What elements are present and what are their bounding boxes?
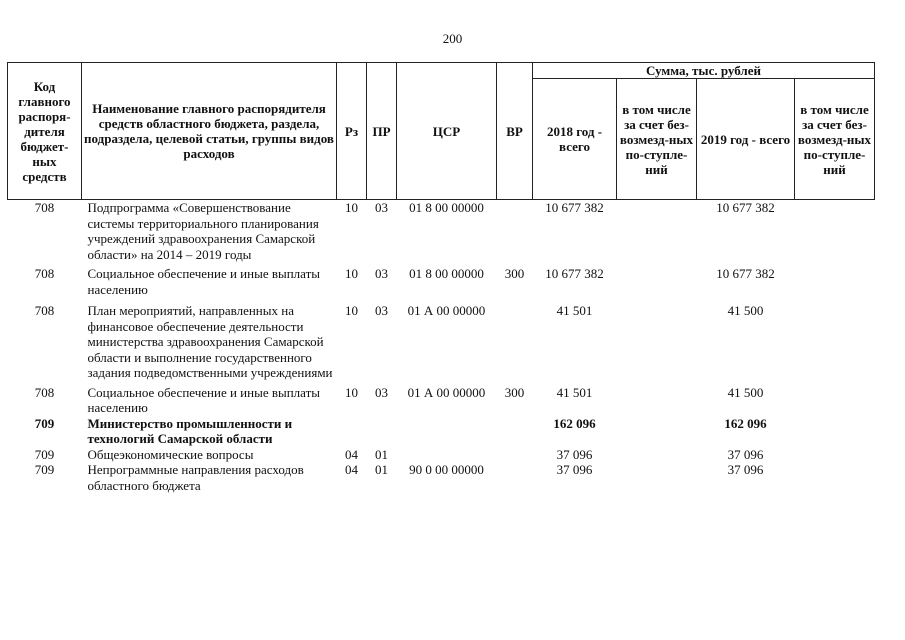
cell-f2018 xyxy=(617,297,697,381)
header-name: Наименование главного распорядителя средств областного бюджета, раздела, подраздела, целевой статьи, группы видов расходов xyxy=(82,63,337,200)
cell-vr: 300 xyxy=(504,384,525,400)
cell-code: 708 xyxy=(34,384,55,400)
cell-csr: 01 А 00 00000 xyxy=(407,303,486,318)
cell-rz: 10 xyxy=(345,384,358,400)
cell-f2018 xyxy=(617,462,697,493)
cell-name: Непрограммные направления расходов областного бюджета xyxy=(87,462,304,493)
cell-s2018: 41 501 xyxy=(556,384,593,400)
table-row xyxy=(8,416,875,447)
cell-s2019: 37 096 xyxy=(727,462,764,477)
cell-name: Министерство промышленности и технологий Самарской области xyxy=(87,415,293,446)
header-sum-group: Сумма, тыс. рублей xyxy=(533,63,875,79)
header-csr: ЦСР xyxy=(397,63,497,200)
cell-pr: 03 xyxy=(375,266,388,281)
cell-pr: 03 xyxy=(375,303,388,318)
header-rz: Рз xyxy=(337,63,367,200)
page-number: 200 xyxy=(442,31,463,46)
cell-f2019 xyxy=(795,200,875,263)
cell-pr: 03 xyxy=(375,384,388,400)
table-header xyxy=(8,63,875,200)
cell-f2018 xyxy=(617,262,697,297)
budget-table xyxy=(7,62,875,493)
cell-name: Подпрограмма «Совершенствование системы территориального планирования учреждений здравоохранения Самарской области» на 2014 – 2019 годы xyxy=(87,200,319,262)
cell-code: 708 xyxy=(34,266,55,281)
cell-f2018 xyxy=(617,447,697,463)
cell-csr: 01 8 00 00000 xyxy=(409,266,484,281)
cell-s2018: 37 096 xyxy=(556,446,593,462)
cell-f2018 xyxy=(617,416,697,447)
cell-f2019 xyxy=(795,462,875,493)
cell-name: Социальное обеспечение и иные выплаты населению xyxy=(87,266,321,297)
cell-csr: 01 А 00 00000 xyxy=(407,384,486,400)
cell-s2019: 10 677 382 xyxy=(716,200,775,215)
cell-vr xyxy=(497,416,533,447)
cell-s2019: 10 677 382 xyxy=(716,266,775,281)
header-2019-total: 2019 год - всего xyxy=(697,79,795,200)
cell-s2018: 41 501 xyxy=(556,303,593,318)
cell-vr xyxy=(497,200,533,263)
cell-f2019 xyxy=(795,447,875,463)
cell-vr xyxy=(497,297,533,381)
cell-name: Социальное обеспечение и иные выплаты населению xyxy=(87,384,321,415)
cell-pr xyxy=(367,416,397,447)
cell-rz: 04 xyxy=(345,462,358,477)
cell-csr: 01 8 00 00000 xyxy=(409,200,484,215)
cell-vr xyxy=(497,462,533,493)
cell-name: Общеэкономические вопросы xyxy=(87,446,254,462)
table-body xyxy=(8,200,875,494)
cell-s2018: 162 096 xyxy=(553,415,596,431)
cell-code: 709 xyxy=(34,446,55,462)
table-row xyxy=(8,447,875,463)
cell-s2019: 162 096 xyxy=(724,415,767,431)
cell-f2018 xyxy=(617,381,697,416)
cell-f2019 xyxy=(795,297,875,381)
header-pr: ПР xyxy=(367,63,397,200)
cell-f2019 xyxy=(795,262,875,297)
header-2018-total: 2018 год - всего xyxy=(533,79,617,200)
cell-code: 708 xyxy=(34,200,55,215)
cell-code: 708 xyxy=(34,303,55,318)
header-vr: ВР xyxy=(497,63,533,200)
cell-rz: 10 xyxy=(345,266,358,281)
cell-f2019 xyxy=(795,416,875,447)
cell-rz: 04 xyxy=(345,446,358,462)
cell-csr: 90 0 00 00000 xyxy=(409,462,484,477)
cell-code: 709 xyxy=(34,415,55,431)
header-code: Код главного распоря-дителя бюджет-ных средств xyxy=(8,63,82,200)
cell-csr xyxy=(397,447,497,463)
cell-f2018 xyxy=(617,200,697,263)
cell-s2018: 37 096 xyxy=(556,462,593,477)
cell-s2019: 37 096 xyxy=(727,446,764,462)
header-2019-free: в том числе за счет без-возмезд-ных по-ступле-ний xyxy=(795,79,875,200)
cell-s2018: 10 677 382 xyxy=(545,200,604,215)
cell-code: 709 xyxy=(34,462,55,477)
cell-s2018: 10 677 382 xyxy=(545,266,604,281)
cell-s2019: 41 500 xyxy=(727,384,764,400)
cell-vr xyxy=(497,447,533,463)
cell-f2019 xyxy=(795,381,875,416)
table-row xyxy=(8,381,875,416)
table-row xyxy=(8,462,875,493)
cell-rz: 10 xyxy=(345,303,358,318)
cell-pr: 01 xyxy=(375,462,388,477)
table-row xyxy=(8,297,875,381)
table-row xyxy=(8,262,875,297)
header-2018-free: в том числе за счет без-возмезд-ных по-ступле-ний xyxy=(617,79,697,200)
cell-rz xyxy=(337,416,367,447)
cell-pr: 01 xyxy=(375,446,388,462)
cell-s2019: 41 500 xyxy=(727,303,764,318)
cell-csr xyxy=(397,416,497,447)
cell-pr: 03 xyxy=(375,200,388,215)
table-row xyxy=(8,200,875,263)
cell-vr: 300 xyxy=(504,266,525,281)
cell-rz: 10 xyxy=(345,200,358,215)
cell-name: План мероприятий, направленных на финансовое обеспечение деятельности министерства здравоохранения Самарской области и выполнение государственного задания подведомственными учреждениями xyxy=(87,303,333,380)
